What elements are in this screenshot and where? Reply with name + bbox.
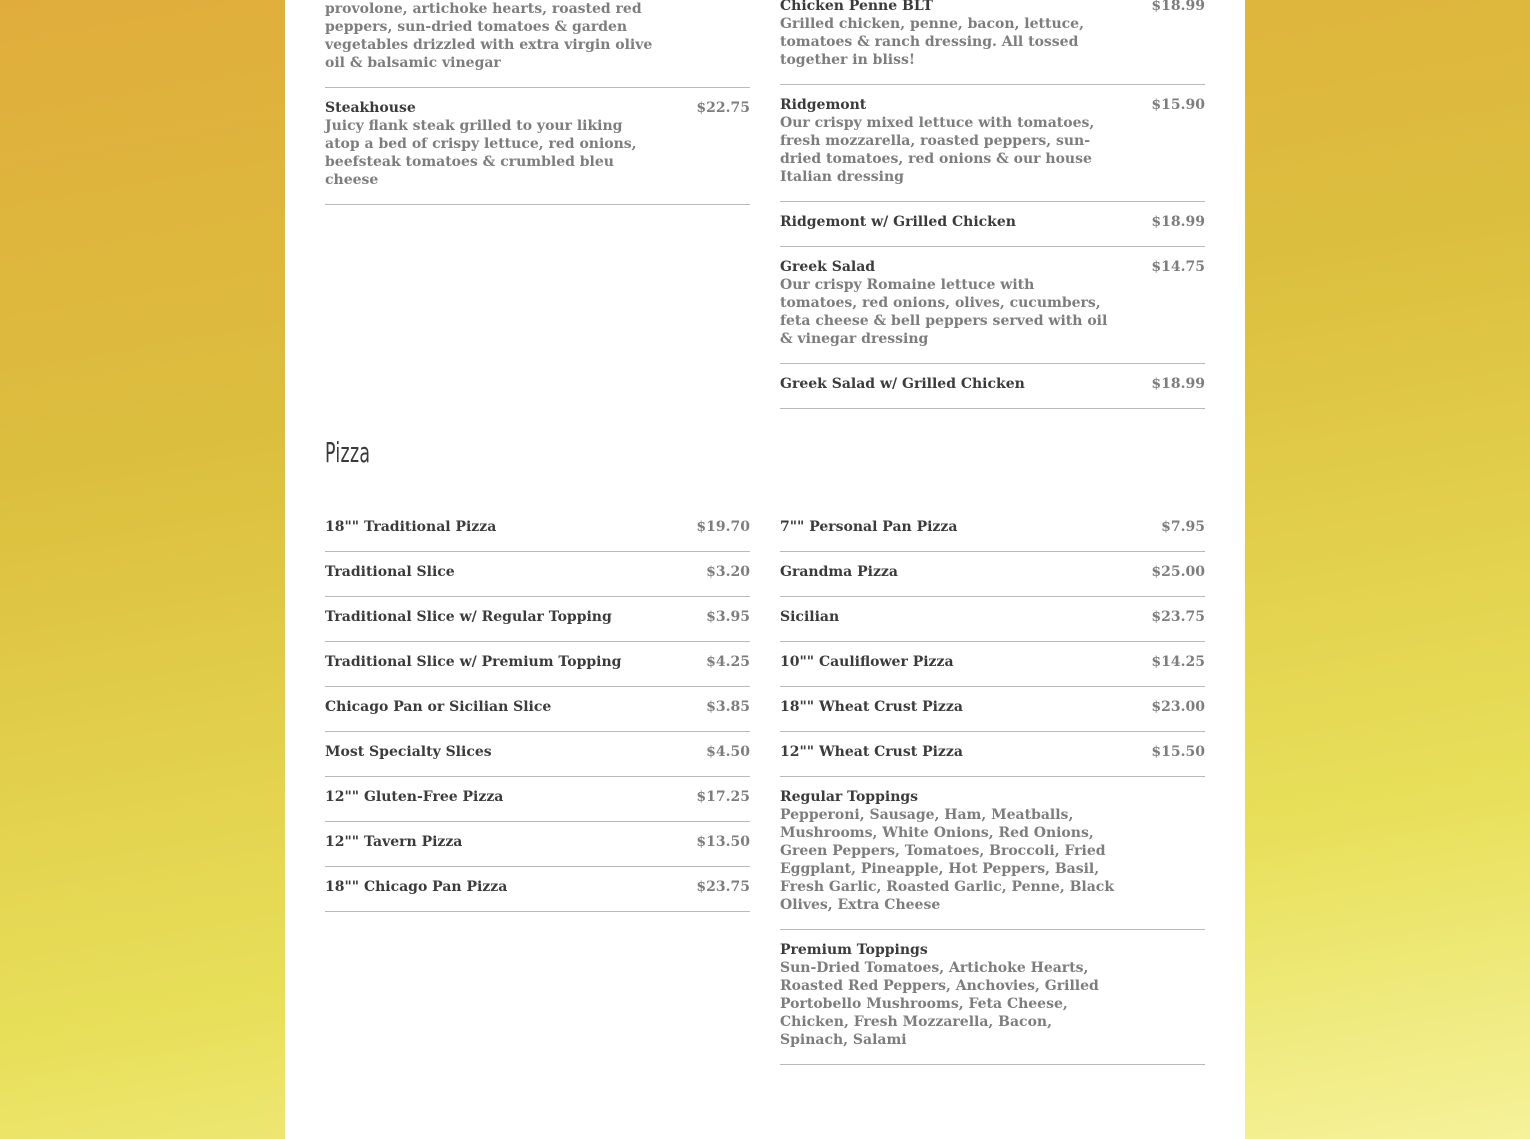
menu-item-price: $14.75 xyxy=(1151,259,1205,275)
menu-item-price: $22.75 xyxy=(696,100,750,116)
menu-item-description: Pepperoni, Sausage, Ham, Meatballs, Mushrooms, White Onions, Red Onions, Green Peppers, Tomatoes, Broccoli, Fried Eggplant, Pineapple, Hot Peppers, Basil, Fresh Garlic, Roasted Garlic, Penne, Black Olives, Extra Cheese xyxy=(780,807,1115,913)
menu-item-name: 18"" Wheat Crust Pizza xyxy=(780,699,963,715)
menu-item-price: $15.90 xyxy=(1151,97,1205,113)
menu-item xyxy=(325,552,750,597)
menu-item-name: 7"" Personal Pan Pizza xyxy=(780,519,958,535)
menu-item-greek-salad-grilled-chicken xyxy=(780,364,1205,409)
menu-item-description: Grilled chicken, penne, bacon, lettuce, tomatoes & ranch dressing. All tossed together in bliss! xyxy=(780,16,1084,68)
menu-item xyxy=(780,687,1205,732)
menu-item-description: Juicy flank steak grilled to your liking atop a bed of crispy lettuce, red onions, beefsteak tomatoes & crumbled bleu cheese xyxy=(325,118,637,188)
menu-item-price: $4.50 xyxy=(706,744,750,760)
menu-item-price: $4.25 xyxy=(706,654,750,670)
menu-item-name: 12"" Gluten-Free Pizza xyxy=(325,789,504,805)
menu-item-price: $3.95 xyxy=(706,609,750,625)
pizza-left-column xyxy=(325,507,750,912)
menu-item-name: 12"" Wheat Crust Pizza xyxy=(780,744,963,760)
menu-item xyxy=(780,642,1205,687)
menu-item-price: $18.99 xyxy=(1151,376,1205,392)
menu-item xyxy=(325,732,750,777)
menu-item xyxy=(325,0,750,88)
menu-item-name: 18"" Chicago Pan Pizza xyxy=(325,879,508,895)
menu-item-price: $17.25 xyxy=(696,789,750,805)
menu-item-regular-toppings xyxy=(780,777,1205,930)
menu-item-premium-toppings xyxy=(780,930,1205,1065)
menu-item-greek-salad xyxy=(780,247,1205,364)
menu-item-ridgemont-grilled-chicken xyxy=(780,202,1205,247)
menu-item-description: Sun-Dried Tomatoes, Artichoke Hearts, Roasted Red Peppers, Anchovies, Grilled Portobello Mushrooms, Feta Cheese, Chicken, Fresh Mozzarella, Bacon, Spinach, Salami xyxy=(780,960,1099,1048)
menu-item-name: Regular Toppings xyxy=(780,789,919,805)
menu-page xyxy=(285,0,1245,1139)
menu-item-price: $3.85 xyxy=(706,699,750,715)
menu-item-steakhouse xyxy=(325,88,750,205)
menu-item xyxy=(325,822,750,867)
menu-item-name: Greek Salad w/ Grilled Chicken xyxy=(780,376,1025,392)
menu-item xyxy=(780,552,1205,597)
menu-item-name: Premium Toppings xyxy=(780,942,928,958)
menu-item xyxy=(325,867,750,912)
menu-item xyxy=(780,597,1205,642)
menu-item-name: Traditional Slice w/ Premium Topping xyxy=(325,654,622,670)
menu-item xyxy=(325,507,750,552)
menu-item xyxy=(780,732,1205,777)
menu-item-name: Grandma Pizza xyxy=(780,564,898,580)
menu-item-price: $23.00 xyxy=(1151,699,1205,715)
menu-item xyxy=(325,642,750,687)
menu-item-description: Our crispy Romaine lettuce with tomatoes, red onions, olives, cucumbers, feta cheese & bell peppers served with oil & vinegar dressing xyxy=(780,277,1108,347)
menu-item-price: $15.50 xyxy=(1151,744,1205,760)
menu-item xyxy=(325,777,750,822)
menu-item-price: $14.25 xyxy=(1151,654,1205,670)
menu-item-name: Chicken Penne BLT xyxy=(780,0,933,14)
menu-item-price: $25.00 xyxy=(1151,564,1205,580)
menu-item-name: Traditional Slice w/ Regular Topping xyxy=(325,609,612,625)
menu-item-price: $23.75 xyxy=(696,879,750,895)
menu-item-name: Sicilian xyxy=(780,609,840,625)
salads-left-column xyxy=(325,0,750,205)
menu-item-price: $18.99 xyxy=(1151,0,1205,14)
menu-item-name: Ridgemont xyxy=(780,97,867,113)
menu-item xyxy=(780,507,1205,552)
menu-item-name: 12"" Tavern Pizza xyxy=(325,834,463,850)
menu-item-name: Greek Salad xyxy=(780,259,876,275)
menu-item-name: Most Specialty Slices xyxy=(325,744,492,760)
menu-item-price: $3.20 xyxy=(706,564,750,580)
pizza-right-column xyxy=(780,507,1205,1065)
menu-item-name: Chicago Pan or Sicilian Slice xyxy=(325,699,552,715)
menu-item-name: Traditional Slice xyxy=(325,564,455,580)
menu-item-chicken-penne-blt xyxy=(780,0,1205,85)
menu-item-name: Steakhouse xyxy=(325,100,416,116)
menu-item xyxy=(325,687,750,732)
menu-item xyxy=(325,597,750,642)
menu-item-name: 10"" Cauliflower Pizza xyxy=(780,654,954,670)
section-title-pizza: Pizza xyxy=(325,436,371,469)
menu-item-name: Ridgemont w/ Grilled Chicken xyxy=(780,214,1016,230)
salads-right-column xyxy=(780,0,1205,409)
menu-item-description: provolone, artichoke hearts, roasted red peppers, sun-dried tomatoes & garden vegetables drizzled with extra virgin olive oil & balsamic vinegar xyxy=(325,1,653,71)
menu-item-price: $18.99 xyxy=(1151,214,1205,230)
menu-item-price: $23.75 xyxy=(1151,609,1205,625)
menu-item-price: $13.50 xyxy=(696,834,750,850)
menu-item-price: $19.70 xyxy=(696,519,750,535)
menu-item-description: Our crispy mixed lettuce with tomatoes, fresh mozzarella, roasted peppers, sun-dried tomatoes, red onions & our house Italian dressing xyxy=(780,115,1095,185)
menu-item-ridgemont xyxy=(780,85,1205,202)
menu-item-price: $7.95 xyxy=(1161,519,1205,535)
menu-item-name: 18"" Traditional Pizza xyxy=(325,519,497,535)
